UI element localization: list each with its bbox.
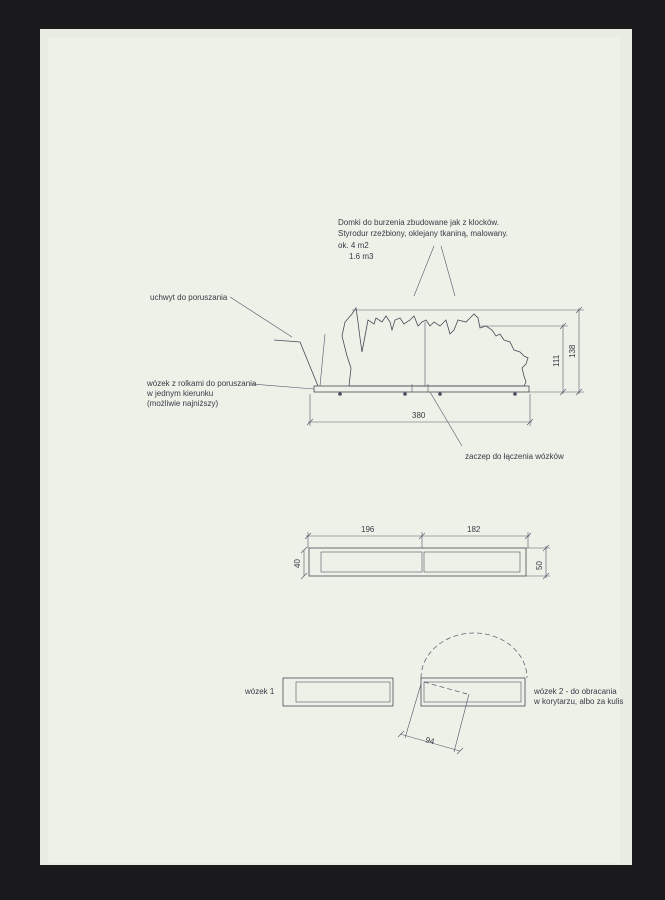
plan-cart-2-inner	[424, 552, 520, 572]
leader-hitch	[430, 392, 462, 446]
cart-base	[314, 386, 529, 392]
ext-line-94-left	[405, 684, 421, 738]
note-handle: uchwyt do poruszania	[150, 293, 228, 302]
note-cart-line1: wózek z rolkami do poruszania	[147, 379, 257, 388]
dim-182: 182	[467, 525, 481, 534]
leader-handle	[230, 297, 292, 337]
note-volume: 1.6 m3	[349, 252, 374, 261]
note-cart-line2: w jednym kierunku	[147, 389, 214, 398]
dim-111: 111	[552, 354, 561, 367]
elevation-view	[146, 218, 584, 461]
note-area: ok. 4 m2	[338, 241, 369, 250]
plan-cart-1-inner	[321, 552, 422, 572]
rotation-swing	[424, 682, 467, 694]
tick	[398, 731, 404, 737]
dim-40: 40	[293, 559, 302, 568]
note-cart2-line1: wózek 2 - do obracania	[534, 687, 617, 696]
handle-post	[320, 334, 325, 386]
note-cart2-line2: w korytarzu, albo za kulis	[534, 697, 624, 706]
leader-houses-left	[414, 246, 434, 296]
dim-94: 94	[424, 735, 436, 747]
wheel	[438, 392, 442, 396]
handle-bar	[274, 340, 318, 386]
rotation-arc	[421, 633, 527, 678]
wheel	[513, 392, 517, 396]
wheel	[403, 392, 407, 396]
note-hitch: zaczep do łączenia wózków	[465, 452, 564, 461]
note-cart-line3: (możliwie najniższy)	[147, 399, 219, 408]
note-cart1: wózek 1	[245, 687, 275, 696]
cart2-inner	[424, 682, 521, 702]
dim-196: 196	[361, 525, 375, 534]
dim-138: 138	[568, 344, 577, 358]
dim-50: 50	[535, 561, 544, 570]
plan-view	[293, 525, 550, 579]
leader-houses-right	[441, 246, 455, 296]
leader-cart	[252, 384, 314, 389]
houses-silhouette	[342, 308, 528, 386]
rotation-detail	[244, 633, 623, 754]
ext-line-94-right	[454, 694, 469, 752]
dim-380: 380	[412, 411, 426, 420]
wheel	[338, 392, 342, 396]
note-houses-line1: Domki do burzenia zbudowane jak z klocków.	[338, 218, 499, 227]
cart1-inner	[296, 682, 390, 702]
tick	[457, 748, 463, 754]
note-houses-line2: Styrodur rzeźbiony, oklejany tkaniną, malowany.	[338, 229, 509, 238]
